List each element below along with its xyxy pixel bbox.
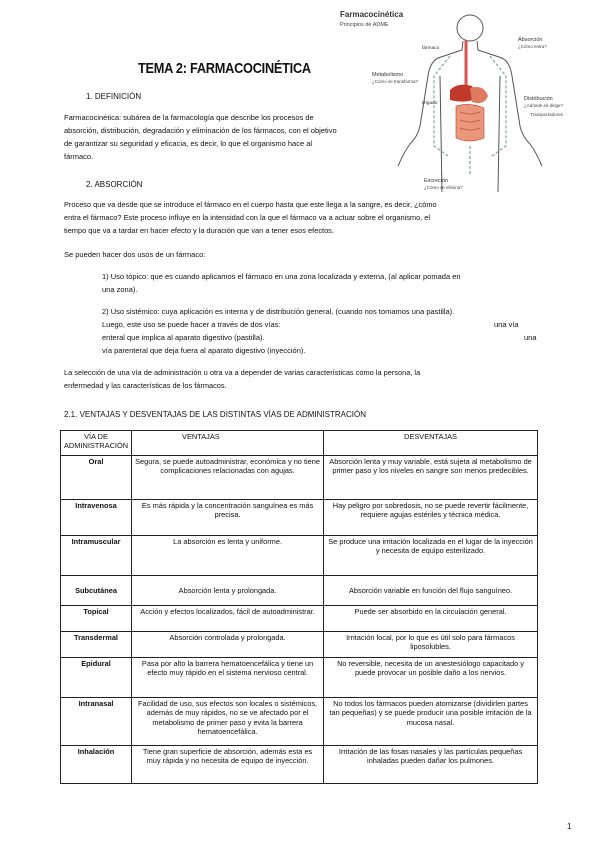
disadvantages-cell: No reversible, necesita de un anestesiólogo capacitado y puede provocar un posible daño a los nervios. [324,658,538,698]
page-number: 1 [567,822,572,831]
seleccion-text [64,366,554,392]
label-distribucion: Distribución [524,96,553,102]
disadvantages-cell: Absorción variable en función del flujo sanguíneo. [324,576,538,606]
route-cell: Oral [61,456,132,500]
usos-intro: Se pueden hacer dos usos de un fármaco: [64,250,206,259]
definicion-text [64,111,404,163]
route-cell: Epidural [61,658,132,698]
disadvantages-cell: Irritación de las fosas nasales y las partículas pequeñas inhaladas pueden dañar los pulmones. [324,746,538,784]
advantages-cell: Absorción controlada y prolongada. [132,632,324,658]
advantages-cell: Es más rápida y la concentración sanguínea es más precisa. [132,500,324,536]
table-header-row [61,431,538,456]
definicion-line: absorción, distribución, degradación y eliminación de los fármacos, con el objetivo [64,126,337,135]
definicion-line: de garantizar su seguridad y eficacia, es decir, lo que el organismo hace al [64,139,313,148]
advantages-cell: Segura, se puede autoadministrar, económica y no tiene complicaciones relacionadas con agujas. [132,456,324,500]
label-distribucion-q: ¿Adónde se dirige? [524,103,564,108]
uso-sistemico-vias-right: una vía [494,320,519,329]
label-farmaco: fármaco [422,46,440,51]
uso-topico [102,270,542,296]
disadvantages-cell: Hay peligro por sobredosis, no se puede revertir fácilmente, requiere agujas estériles y técnica médica. [324,500,538,536]
label-excrecion-q: ¿Cómo se elimina? [424,185,463,190]
advantages-cell: Acción y efectos localizados, fácil de autoadministrar. [132,606,324,632]
absorcion-line: Proceso que va desde que se introduce el fármaco en el cuerpo hasta que este llega a la sangre, es decir, ¿cómo [64,200,437,209]
advantages-cell: Pasa por alto la barrera hematoencefálica y tiene un efecto muy rápido en el sistema nervioso central. [132,658,324,698]
definicion-line: fármaco. [64,152,94,161]
advantages-cell: Tiene gran superficie de absorción, además esta es muy rápida y no necesita de equipo de inyección. [132,746,324,784]
uso-sistemico: 2) Uso sistémico: cuya aplicación es interna y de distribución general, (cuando nos tomamos una pastilla). [102,307,455,316]
via-enteral-right: una [524,333,537,342]
heading-definicion: 1. DEFINICIÓN [86,92,142,101]
organs [450,40,488,141]
absorcion-text [64,198,554,237]
header-desventajas: DESVENTAJAS [324,431,538,456]
label-transportadores: Transportadores [530,112,563,117]
route-cell: Transdermal [61,632,132,658]
definicion-line: Farmacocinética: subárea de la farmacología que describe los procesos de [64,113,314,122]
header-via: VÍA DE ADMINISTRACIÓN [61,431,132,456]
table-row [61,658,538,698]
administration-table [60,430,538,784]
disadvantages-cell: Se produce una irritación localizada en el lugar de la inyección y necesita de equipo esterilizado. [324,536,538,576]
uso-topico-line: una zona). [102,285,138,294]
table-row [61,606,538,632]
heading-absorcion: 2. ABSORCIÓN [86,180,143,189]
advantages-cell: Facilidad de uso, sus efectos son locales o sistémicos, además de muy rápidos, no se ve afectado por el metabolismo de primer paso y evita la barrera hematoencefálica. [132,698,324,746]
label-metabolismo-q: ¿Cómo se transforma? [372,79,419,84]
absorcion-line: tiempo que va a tardar en hacer efecto y la duración que van a tener esos efectos. [64,226,334,235]
disadvantages-cell: Puede ser absorbido en la circulación general. [324,606,538,632]
route-cell: Intranasal [61,698,132,746]
seleccion-line: enfermedad y las características de los fármacos. [64,381,227,390]
table-row [61,746,538,784]
table-row [61,500,538,536]
uso-topico-line: 1) Uso tópico: que es cuando aplicamos el fármaco en una zona localizada y externa, (al aplicar pomada en [102,272,461,281]
header-ventajas: VENTAJAS [132,431,324,456]
heading-ventajas: 2.1. VENTAJAS Y DESVENTAJAS DE LAS DISTINTAS VÍAS DE ADMINISTRACIÓN [64,410,367,419]
route-cell: Subcutánea [61,576,132,606]
disadvantages-cell: Irritación local, por lo que es útil solo para fármacos liposolubles. [324,632,538,658]
advantages-cell: Absorción lenta y prolongada. [132,576,324,606]
route-cell: Intravenosa [61,500,132,536]
via-enteral: enteral que implica al aparato digestivo (pastilla). [102,333,265,342]
label-absorcion: Absorción [518,37,543,43]
table-row [61,576,538,606]
uso-sistemico-vias: Luego, este uso se puede hacer a través de dos vías: [102,320,281,329]
route-cell: Topical [61,606,132,632]
label-higado: Hígado [422,101,438,106]
table-row [61,536,538,576]
disadvantages-cell: No todos los fármacos pueden atomizarse (dividirlen partes tan pequeñas) y se puede producir una posible irritación de la mucosa nasal. [324,698,538,746]
via-parenteral: vía parenteral que deja fuera al aparato digestivo (inyección). [102,346,306,355]
figure-subtitle: Principios de ADME [340,22,389,28]
advantages-cell: La absorción es lenta y uniforme. [132,536,324,576]
table-row [61,632,538,658]
route-cell: Intramuscular [61,536,132,576]
disadvantages-cell: Absorción lenta y muy variable, está sujeta al metabolismo de primer paso y los niveles en sangre son menos predecibles. [324,456,538,500]
table-row [61,698,538,746]
route-cell: Inhalación [61,746,132,784]
seleccion-line: La selección de una vía de administración u otra va a depender de varias características como la persona, la [64,368,421,377]
table-row [61,456,538,500]
label-absorcion-q: ¿Cómo entra? [518,44,547,49]
label-excrecion: Excreción [424,178,449,184]
adme-figure [338,6,570,192]
figure-title: Farmacocinética [340,10,404,19]
label-metabolismo: Metabolismo [372,72,404,78]
absorcion-line: entra el fármaco? Este proceso influye en la intensidad con la que el fármaco va a actuar sobre el organismo, el [64,213,431,222]
page-title: TEMA 2: FARMACOCINÉTICA [138,60,311,77]
